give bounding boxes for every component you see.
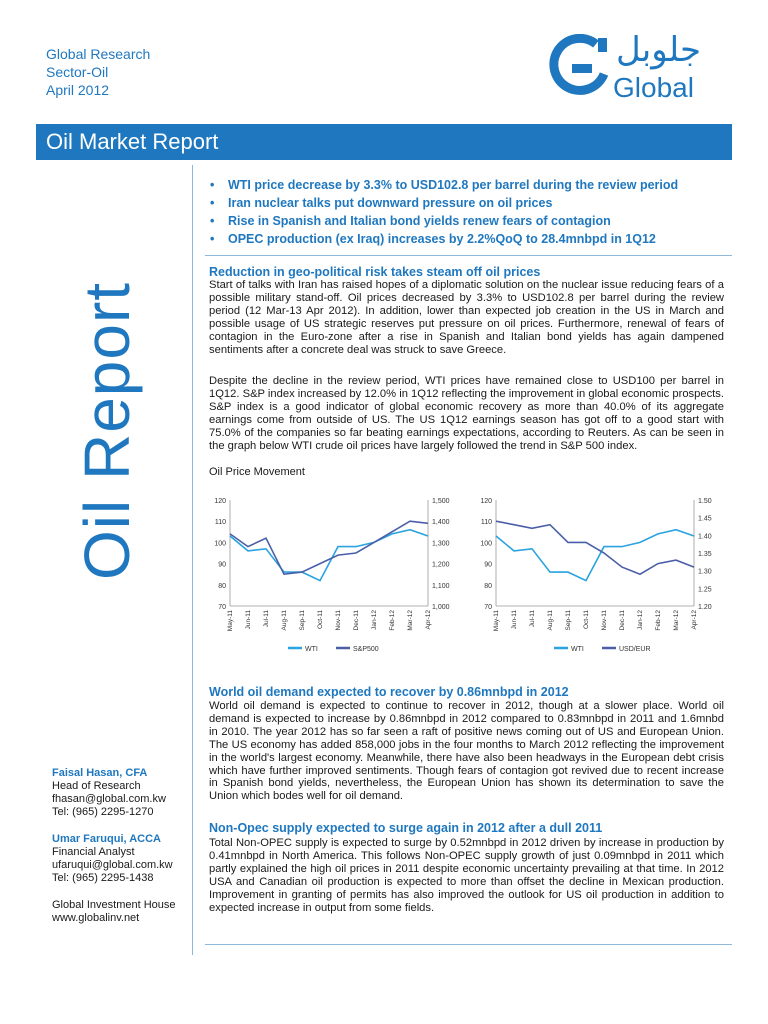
author-email[interactable]: ufaruqui@global.com.kw xyxy=(52,859,173,871)
x-tick-label: Aug-11 xyxy=(547,610,554,631)
author-phone: Tel: (965) 2295-1270 xyxy=(52,806,154,818)
paragraph-demand: World oil demand is expected to continue to recover in 2012, though at a slower place. World oil demand is expected to increase by 0.86mnbpd in 2012 compared to 0.83mnbpd in 2011 and 1.6mnbd in 2010. The year 2012 has so far seen a raft of positive news coming out of US and European Union. The US economy has added 858,000 jobs in the four months to March 2012 reflecting the improvement in the world's largest economy. Meanwhile, there have also been headways in the European debt crisis which have further improved sentiments. Though fears of contagion got revived due to recent increase in Spanish bond yields, nevertheless, the European Union has shown its determination to save the Union which bodes well for oil demand. xyxy=(209,700,724,803)
left-tick-label: 120 xyxy=(214,498,226,505)
legend-label: USD/EUR xyxy=(619,646,651,653)
left-tick-label: 70 xyxy=(484,604,492,611)
x-tick-label: Feb-12 xyxy=(389,610,396,631)
section-heading-supply: Non-Opec supply expected to surge again in 2012 after a dull 2011 xyxy=(209,821,603,835)
author-card xyxy=(52,767,166,819)
x-tick-label: Jan-12 xyxy=(637,610,644,630)
x-tick-label: Jun-11 xyxy=(511,610,518,630)
logo-arabic-text: جلوبل xyxy=(616,30,702,70)
highlight-item: • WTI price decrease by 3.3% to USD102.8 per barrel during the review period xyxy=(208,176,728,194)
meta-line-research: Global Research xyxy=(46,46,151,62)
x-tick-label: Aug-11 xyxy=(281,610,288,631)
x-tick-label: Nov-11 xyxy=(601,610,608,631)
author-phone: Tel: (965) 2295-1438 xyxy=(52,872,154,884)
x-tick-label: Feb-12 xyxy=(655,610,662,631)
author-title: Head of Research xyxy=(52,780,141,792)
figure-title: Oil Price Movement xyxy=(209,466,305,478)
highlight-item: • OPEC production (ex Iraq) increases by 2.2%QoQ to 28.4mnbpd in 1Q12 xyxy=(208,230,728,248)
author-email[interactable]: fhasan@global.com.kw xyxy=(52,793,166,805)
left-tick-label: 80 xyxy=(218,582,226,590)
left-tick-label: 110 xyxy=(214,519,226,527)
meta-line-sector: Sector-Oil xyxy=(46,64,109,80)
x-tick-label: Jan-12 xyxy=(371,610,378,630)
company-info xyxy=(52,899,176,925)
chart-wti-usdeur xyxy=(474,488,736,660)
author-name: Faisal Hasan, CFA xyxy=(52,767,148,779)
left-tick-label: 90 xyxy=(484,561,492,569)
meta-line-date: April 2012 xyxy=(46,82,110,98)
x-tick-label: Apr-12 xyxy=(425,610,432,630)
x-tick-label: Mar-12 xyxy=(673,610,680,631)
paragraph-geopolitical-2: Despite the decline in the review period, WTI prices have remained close to USD100 per barrel in 1Q12. S&P index increased by 12.0% in 1Q12 reflecting the improvement in global economic prospects. S&P index is a good indicator of global economic recovery as more than 40.0% of its aggregate earnings come from outside of US. The US 1Q12 earnings season has got off to a good start with 75.0% of the companies so far beating earnings expectations, according to Reuters. As can be seen in the graph below WTI crude oil prices have largely followed the trend in S&P 500 index. xyxy=(209,375,724,452)
right-tick-label: 1.25 xyxy=(698,586,712,594)
series-line-0 xyxy=(230,530,428,581)
left-tick-label: 110 xyxy=(480,519,492,527)
left-tick-label: 100 xyxy=(214,540,226,548)
report-title-bar xyxy=(36,124,732,160)
left-tick-label: 90 xyxy=(218,561,226,569)
author-card xyxy=(52,833,173,885)
company-website[interactable]: www.globalinv.net xyxy=(52,912,140,924)
left-tick-label: 80 xyxy=(484,582,492,590)
right-tick-label: 1.50 xyxy=(698,498,712,505)
x-tick-label: May-11 xyxy=(493,610,500,632)
author-name: Umar Faruqui, ACCA xyxy=(52,833,161,845)
right-tick-label: 1,000 xyxy=(432,604,450,611)
right-tick-label: 1,300 xyxy=(432,540,450,548)
series-line-1 xyxy=(230,521,428,574)
column-divider xyxy=(192,165,193,955)
right-tick-label: 1.20 xyxy=(698,604,712,611)
x-tick-label: Oct-11 xyxy=(583,610,590,630)
left-tick-label: 70 xyxy=(218,604,226,611)
x-tick-label: May-11 xyxy=(227,610,234,632)
company-name: Global Investment House xyxy=(52,899,176,911)
report-meta xyxy=(46,45,150,99)
author-title: Financial Analyst xyxy=(52,846,135,858)
legend-label: WTI xyxy=(305,646,318,653)
report-title: Oil Market Report xyxy=(46,129,219,154)
right-tick-label: 1.35 xyxy=(698,551,712,558)
logo-latin-text: Global xyxy=(613,72,694,103)
x-tick-label: Sep-11 xyxy=(299,610,306,631)
x-tick-label: Jul-11 xyxy=(529,610,536,628)
right-tick-label: 1,200 xyxy=(432,561,450,569)
key-highlights xyxy=(208,176,728,248)
x-tick-label: Jun-11 xyxy=(245,610,252,630)
x-tick-label: Jul-11 xyxy=(263,610,270,628)
left-tick-label: 100 xyxy=(480,540,492,548)
series-line-1 xyxy=(496,521,694,574)
legend-label: S&P500 xyxy=(353,646,379,653)
section-heading-geopolitical: Reduction in geo-political risk takes steam off oil prices xyxy=(209,265,541,279)
right-tick-label: 1,400 xyxy=(432,519,450,527)
highlights-divider xyxy=(205,255,732,256)
right-tick-label: 1.45 xyxy=(698,515,712,523)
x-tick-label: Apr-12 xyxy=(691,610,698,630)
x-tick-label: Dec-11 xyxy=(353,610,360,631)
paragraph-supply: Total Non-OPEC supply is expected to surge by 0.52mnbpd in 2012 driven by increase in production by 0.41mnbpd in North America. This follows Non-OPEC supply growth of just 0.09mnbpd in 2011 which partly explained the high oil prices in 2011 despite economic uncertainty prevailing at that time. In 2012 USA and Canadian oil production is expected to more than offset the decline in Mexican production. Improvement in granting of permits has also improved the outlook for US oil production in addition to expected increase in output from some fields. xyxy=(209,837,724,914)
right-tick-label: 1.40 xyxy=(698,533,712,541)
x-tick-label: Oct-11 xyxy=(317,610,324,630)
section-heading-demand: World oil demand expected to recover by 0.86mnbpd in 2012 xyxy=(209,685,569,699)
right-tick-label: 1,100 xyxy=(432,582,450,590)
footer-divider xyxy=(205,944,732,945)
highlight-item: • Iran nuclear talks put downward pressure on oil prices xyxy=(208,194,728,212)
global-mark-icon xyxy=(546,34,610,98)
right-tick-label: 1.30 xyxy=(698,568,712,576)
global-logo xyxy=(546,30,736,105)
left-tick-label: 120 xyxy=(480,498,492,505)
right-tick-label: 1,500 xyxy=(432,498,450,505)
highlight-item: • Rise in Spanish and Italian bond yields renew fears of contagion xyxy=(208,212,728,230)
x-tick-label: Dec-11 xyxy=(619,610,626,631)
x-tick-label: Nov-11 xyxy=(335,610,342,631)
x-tick-label: Mar-12 xyxy=(407,610,414,631)
series-line-0 xyxy=(496,530,694,581)
legend-label: WTI xyxy=(571,646,584,653)
x-tick-label: Sep-11 xyxy=(565,610,572,631)
sidebar-vertical-title: Oil Report xyxy=(71,281,143,580)
paragraph-geopolitical-1: Start of talks with Iran has raised hopes of a diplomatic solution on the nuclear issue reducing fears of a possible military stand-off. Oil prices decreased by 3.3% to USD102.8 per barrel during the review period (12 Mar-13 Apr 2012). In addition, lower than expected job creation in the US in March and possible usage of US strategic reserves put pressure on oil prices. Furthermore, renewal of fears of contagion in the Euro-zone after a rise in Spanish and Italian bond yields has again dampened sentiments after a concrete deal was struck to save Greece. xyxy=(209,279,724,356)
chart-wti-sp500 xyxy=(208,488,470,660)
